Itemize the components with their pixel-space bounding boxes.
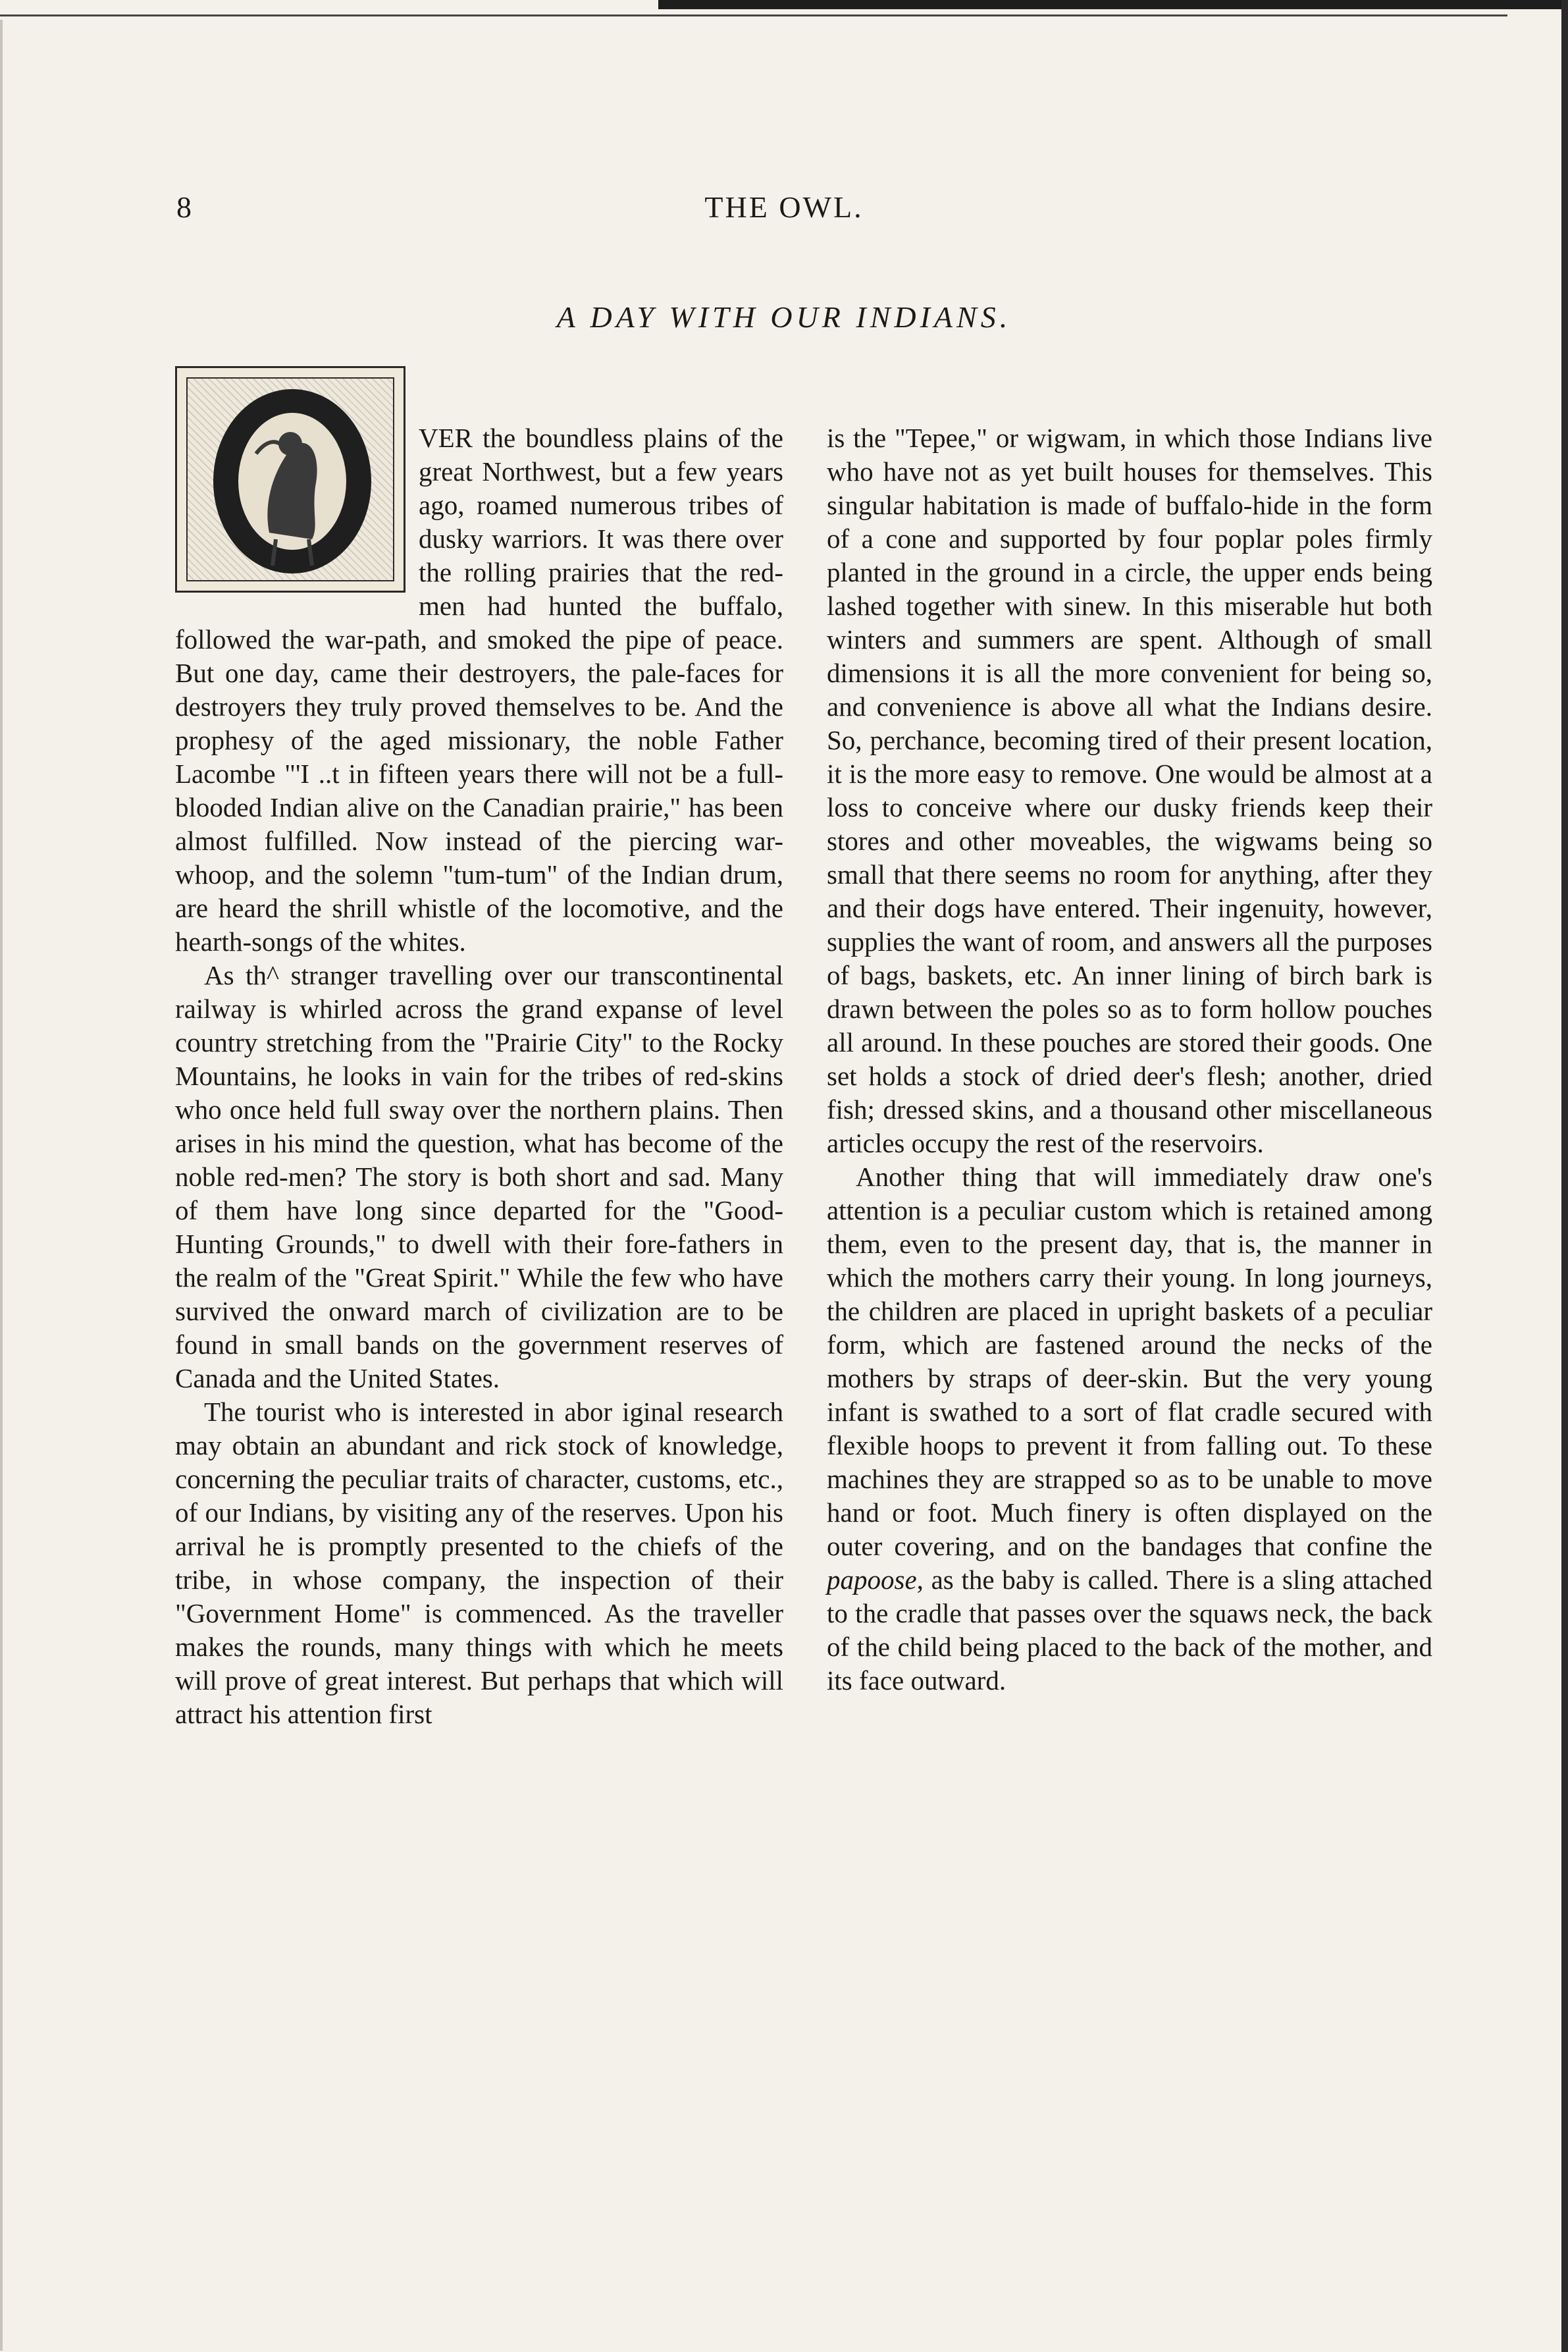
paragraph: [827, 1160, 1432, 1697]
paragraph: is the "Tepee," or wigwam, in which those Indians live who have not as yet built houses for themselves. This singular habitation is made of buffalo-hide in the form of a cone and supported by four poplar poles firmly planted in the ground in a circle, the upper ends being lashed together with sinew. In this miserable hut both winters and summers are spent. Although of small dimensions it is all the more convenient for being so, and convenience is above all what the Indians desire. So, perchance, becoming tired of their present location, it is the more easy to remove. One would be almost at a loss to conceive where our dusky friends keep their stores and other moveables, the wigwams being so small that there seems no room for anything, after they and their dogs have entered. Their ingenuity, however, supplies the want of room, and answers all the purposes of bags, baskets, etc. An inner lining of birch bark is drawn between the poles so as to form hollow pouches all around. In these pouches are stored their goods. One set holds a stock of dried deer's flesh; another, dried fish; dressed skins, and a thousand other miscellaneous articles occupy the rest of the reservoirs.: [827, 423, 1432, 1158]
right-column: [827, 421, 1432, 1697]
left-column: [175, 421, 783, 1731]
top-border-thin: [0, 14, 1507, 16]
page-right-edge: [1561, 0, 1568, 2352]
article-title: A DAY WITH OUR INDIANS.: [556, 300, 1012, 334]
paragraph: VER the boundless plains of the great Northwest, but a few years ago, roamed numerous tribes of dusky warriors. It was there over the rolling prairies that the red-men had hunted the buffalo, followed the war-path, and smoked the pipe of peace. But one day, came their destroyers, the pale-faces for destroyers they truly proved themselves to be. And the prophesy of the aged missionary, the noble Father Lacombe "'I ..t in fifteen years there will not be a full-blooded Indian alive on the Canadian prairie," has been almost fulfilled. Now instead of the piercing war-whoop, and the solemn "tum-tum" of the Indian drum, are heard the shrill whistle of the locomotive, and the hearth-songs of the whites.: [175, 423, 783, 957]
text-run: Another thing that will immediately draw one's attention is a peculiar custom which is retained among them, even to the present day, that is, the manner in which the mothers carry their young. In long journeys, the children are placed in upright baskets of a peculiar form, which are fastened around the necks of the mothers by straps of deer-skin. But the very young infant is swathed to a sort of flat cradle secured with flexible hoops to prevent it from falling out. To these machines they are strapped so as to be unable to move hand or foot. Much finery is often displayed on the outer covering, and on the bandages that confine the: [827, 1162, 1432, 1561]
running-head: THE OWL.: [704, 190, 864, 224]
paragraph: As th^ stranger travelling over our transcontinental railway is whirled across the grand expanse of level country stretching from the "Prairie City" to the Rocky Mountains, he looks in vain for the tribes of red-skins who once held full sway over the northern plains. Then arises in his mind the question, what has become of the noble red-men? The story is both short and sad. Many of them have long since departed for the "Good-Hunting Grounds," to dwell with their fore-fathers in the realm of the "Great Spirit." While the few who have survived the onward march of civilization are to be found in small bands on the government reserves of Canada and the United States.: [175, 960, 783, 1393]
page-number: 8: [176, 190, 192, 224]
text-run: , as the baby is called. There is a sling attached to the cradle that passes over the squaws neck, the back of the child being placed to the back of the mother, and its face outward.: [827, 1564, 1432, 1696]
top-border-thick: [658, 0, 1568, 9]
paragraph: The tourist who is interested in abor iginal research may obtain an abundant and rick stock of knowledge, concerning the peculiar traits of character, customs, etc., of our Indians, by visiting any of the reserves. Upon his arrival he is promptly presented to the chiefs of the tribe, in whose company, the inspection of their "Government Home" is commenced. As the traveller makes the rounds, many things with which he meets will prove of great interest. But perhaps that which will attract his attention first: [175, 1397, 783, 1729]
italic-word: papoose: [827, 1564, 917, 1595]
page-left-edge: [0, 20, 3, 2351]
illuminated-initial-o-icon: [175, 366, 405, 593]
